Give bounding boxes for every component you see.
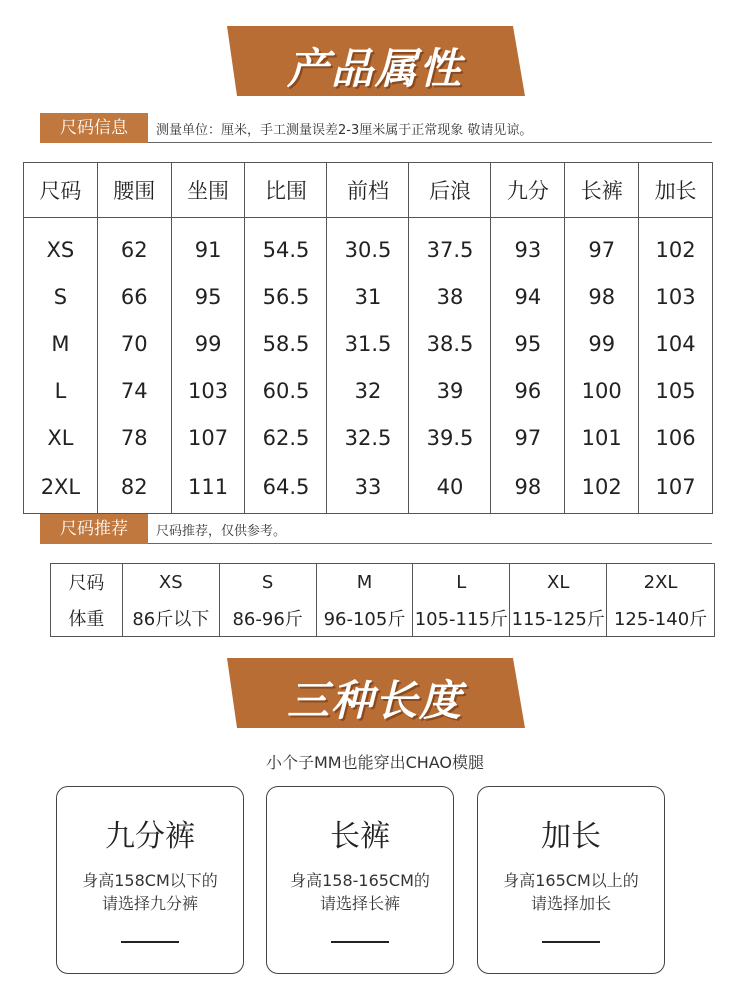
size-rec-table (50, 563, 715, 637)
table-cell: 62 (97, 218, 171, 274)
size-cell: 2XL (24, 461, 98, 514)
table-cell: 98 (565, 273, 639, 320)
size-cell: S (24, 273, 98, 320)
size-info-header (40, 113, 712, 143)
card-title: 加长 (541, 819, 601, 854)
table-cell: 95 (171, 273, 245, 320)
card-underline (542, 941, 600, 943)
card-description (478, 869, 664, 915)
table-cell: 104 (639, 320, 713, 367)
table-cell: 31.5 (327, 320, 409, 367)
divider (148, 543, 712, 544)
header-cell: 后浪 (409, 163, 491, 218)
rec-size-row (51, 564, 715, 601)
size-rec-header (40, 514, 712, 544)
header-cell: 坐围 (171, 163, 245, 218)
table-cell: 60.5 (245, 367, 327, 414)
card-title: 长裤 (330, 819, 390, 854)
table-cell: 62.5 (245, 414, 327, 461)
size-rec-tag: 尺码推荐 (40, 514, 148, 544)
table-cell: 58.5 (245, 320, 327, 367)
rec-cell: 115-125斤 (510, 600, 607, 637)
table-header-row (24, 163, 713, 218)
rec-label-cell: 体重 (51, 600, 123, 637)
table-cell: 103 (639, 273, 713, 320)
table-cell: 95 (491, 320, 565, 367)
table-cell: 99 (171, 320, 245, 367)
table-cell: 96 (491, 367, 565, 414)
length-card-extra-long (477, 786, 665, 974)
card-desc-line: 身高158-165CM的 (290, 871, 430, 890)
banner-title: 三种长度 (286, 676, 463, 725)
size-info-tag: 尺码信息 (40, 113, 148, 143)
card-title: 九分裤 (105, 819, 195, 854)
rec-cell: XS (122, 564, 219, 601)
table-cell: 107 (639, 461, 713, 514)
rec-cell: S (219, 564, 316, 601)
divider (148, 142, 712, 143)
table-cell: 105 (639, 367, 713, 414)
size-cell: L (24, 367, 98, 414)
lengths-subtitle: 小个子MM也能穿出CHAO模腿 (265, 753, 485, 772)
size-rec-note: 尺码推荐，仅供参考。 (156, 524, 287, 539)
rec-cell: 125-140斤 (607, 600, 715, 637)
table-row (24, 218, 713, 274)
table-cell: 32 (327, 367, 409, 414)
title-banner-product-attributes (225, 26, 525, 96)
card-desc-line: 请选择九分裤 (101, 894, 198, 913)
table-cell: 98 (491, 461, 565, 514)
length-card-cropped (56, 786, 244, 974)
table-cell: 103 (171, 367, 245, 414)
table-cell: 30.5 (327, 218, 409, 274)
card-underline (331, 941, 389, 943)
table-cell: 99 (565, 320, 639, 367)
header-cell: 前档 (327, 163, 409, 218)
rec-cell: 86-96斤 (219, 600, 316, 637)
length-card-long (266, 786, 454, 974)
header-cell: 长裤 (565, 163, 639, 218)
header-cell: 尺码 (24, 163, 98, 218)
card-underline (121, 941, 179, 943)
card-desc-line: 请选择长裤 (319, 894, 400, 913)
table-row (24, 414, 713, 461)
table-cell: 31 (327, 273, 409, 320)
table-cell: 106 (639, 414, 713, 461)
card-description (267, 869, 453, 915)
table-cell: 38.5 (409, 320, 491, 367)
size-cell: XL (24, 414, 98, 461)
table-cell: 97 (565, 218, 639, 274)
table-cell: 102 (565, 461, 639, 514)
size-cell: XS (24, 218, 98, 274)
table-cell: 32.5 (327, 414, 409, 461)
table-cell: 107 (171, 414, 245, 461)
size-cell: M (24, 320, 98, 367)
rec-cell: 96-105斤 (316, 600, 413, 637)
table-row (24, 367, 713, 414)
table-cell: 54.5 (245, 218, 327, 274)
header-cell: 腰围 (97, 163, 171, 218)
table-cell: 66 (97, 273, 171, 320)
table-cell: 70 (97, 320, 171, 367)
table-cell: 39 (409, 367, 491, 414)
card-description (57, 869, 243, 915)
table-cell: 56.5 (245, 273, 327, 320)
table-cell: 78 (97, 414, 171, 461)
card-desc-line: 请选择加长 (530, 894, 611, 913)
table-row (24, 273, 713, 320)
table-cell: 37.5 (409, 218, 491, 274)
table-cell: 40 (409, 461, 491, 514)
size-table (23, 162, 713, 514)
rec-label-cell: 尺码 (51, 564, 123, 601)
table-cell: 82 (97, 461, 171, 514)
rec-weight-row (51, 600, 715, 637)
table-cell: 91 (171, 218, 245, 274)
table-cell: 74 (97, 367, 171, 414)
card-desc-line: 身高158CM以下的 (82, 871, 218, 890)
header-cell: 加长 (639, 163, 713, 218)
table-cell: 101 (565, 414, 639, 461)
table-row (24, 320, 713, 367)
title-banner-three-lengths (225, 658, 525, 728)
rec-cell: M (316, 564, 413, 601)
table-cell: 38 (409, 273, 491, 320)
table-cell: 97 (491, 414, 565, 461)
header-cell: 比围 (245, 163, 327, 218)
table-cell: 64.5 (245, 461, 327, 514)
table-cell: 100 (565, 367, 639, 414)
banner-title: 产品属性 (286, 44, 463, 93)
header-cell: 九分 (491, 163, 565, 218)
rec-cell: 105-115斤 (413, 600, 510, 637)
table-cell: 94 (491, 273, 565, 320)
table-row (24, 461, 713, 514)
card-desc-line: 身高165CM以上的 (503, 871, 639, 890)
size-info-note: 测量单位：厘米，手工测量误差2-3厘米属于正常现象 敬请见谅。 (156, 123, 533, 138)
table-cell: 93 (491, 218, 565, 274)
table-cell: 111 (171, 461, 245, 514)
rec-cell: 2XL (607, 564, 715, 601)
table-cell: 33 (327, 461, 409, 514)
rec-cell: L (413, 564, 510, 601)
table-cell: 102 (639, 218, 713, 274)
rec-cell: XL (510, 564, 607, 601)
table-cell: 39.5 (409, 414, 491, 461)
rec-cell: 86斤以下 (122, 600, 219, 637)
